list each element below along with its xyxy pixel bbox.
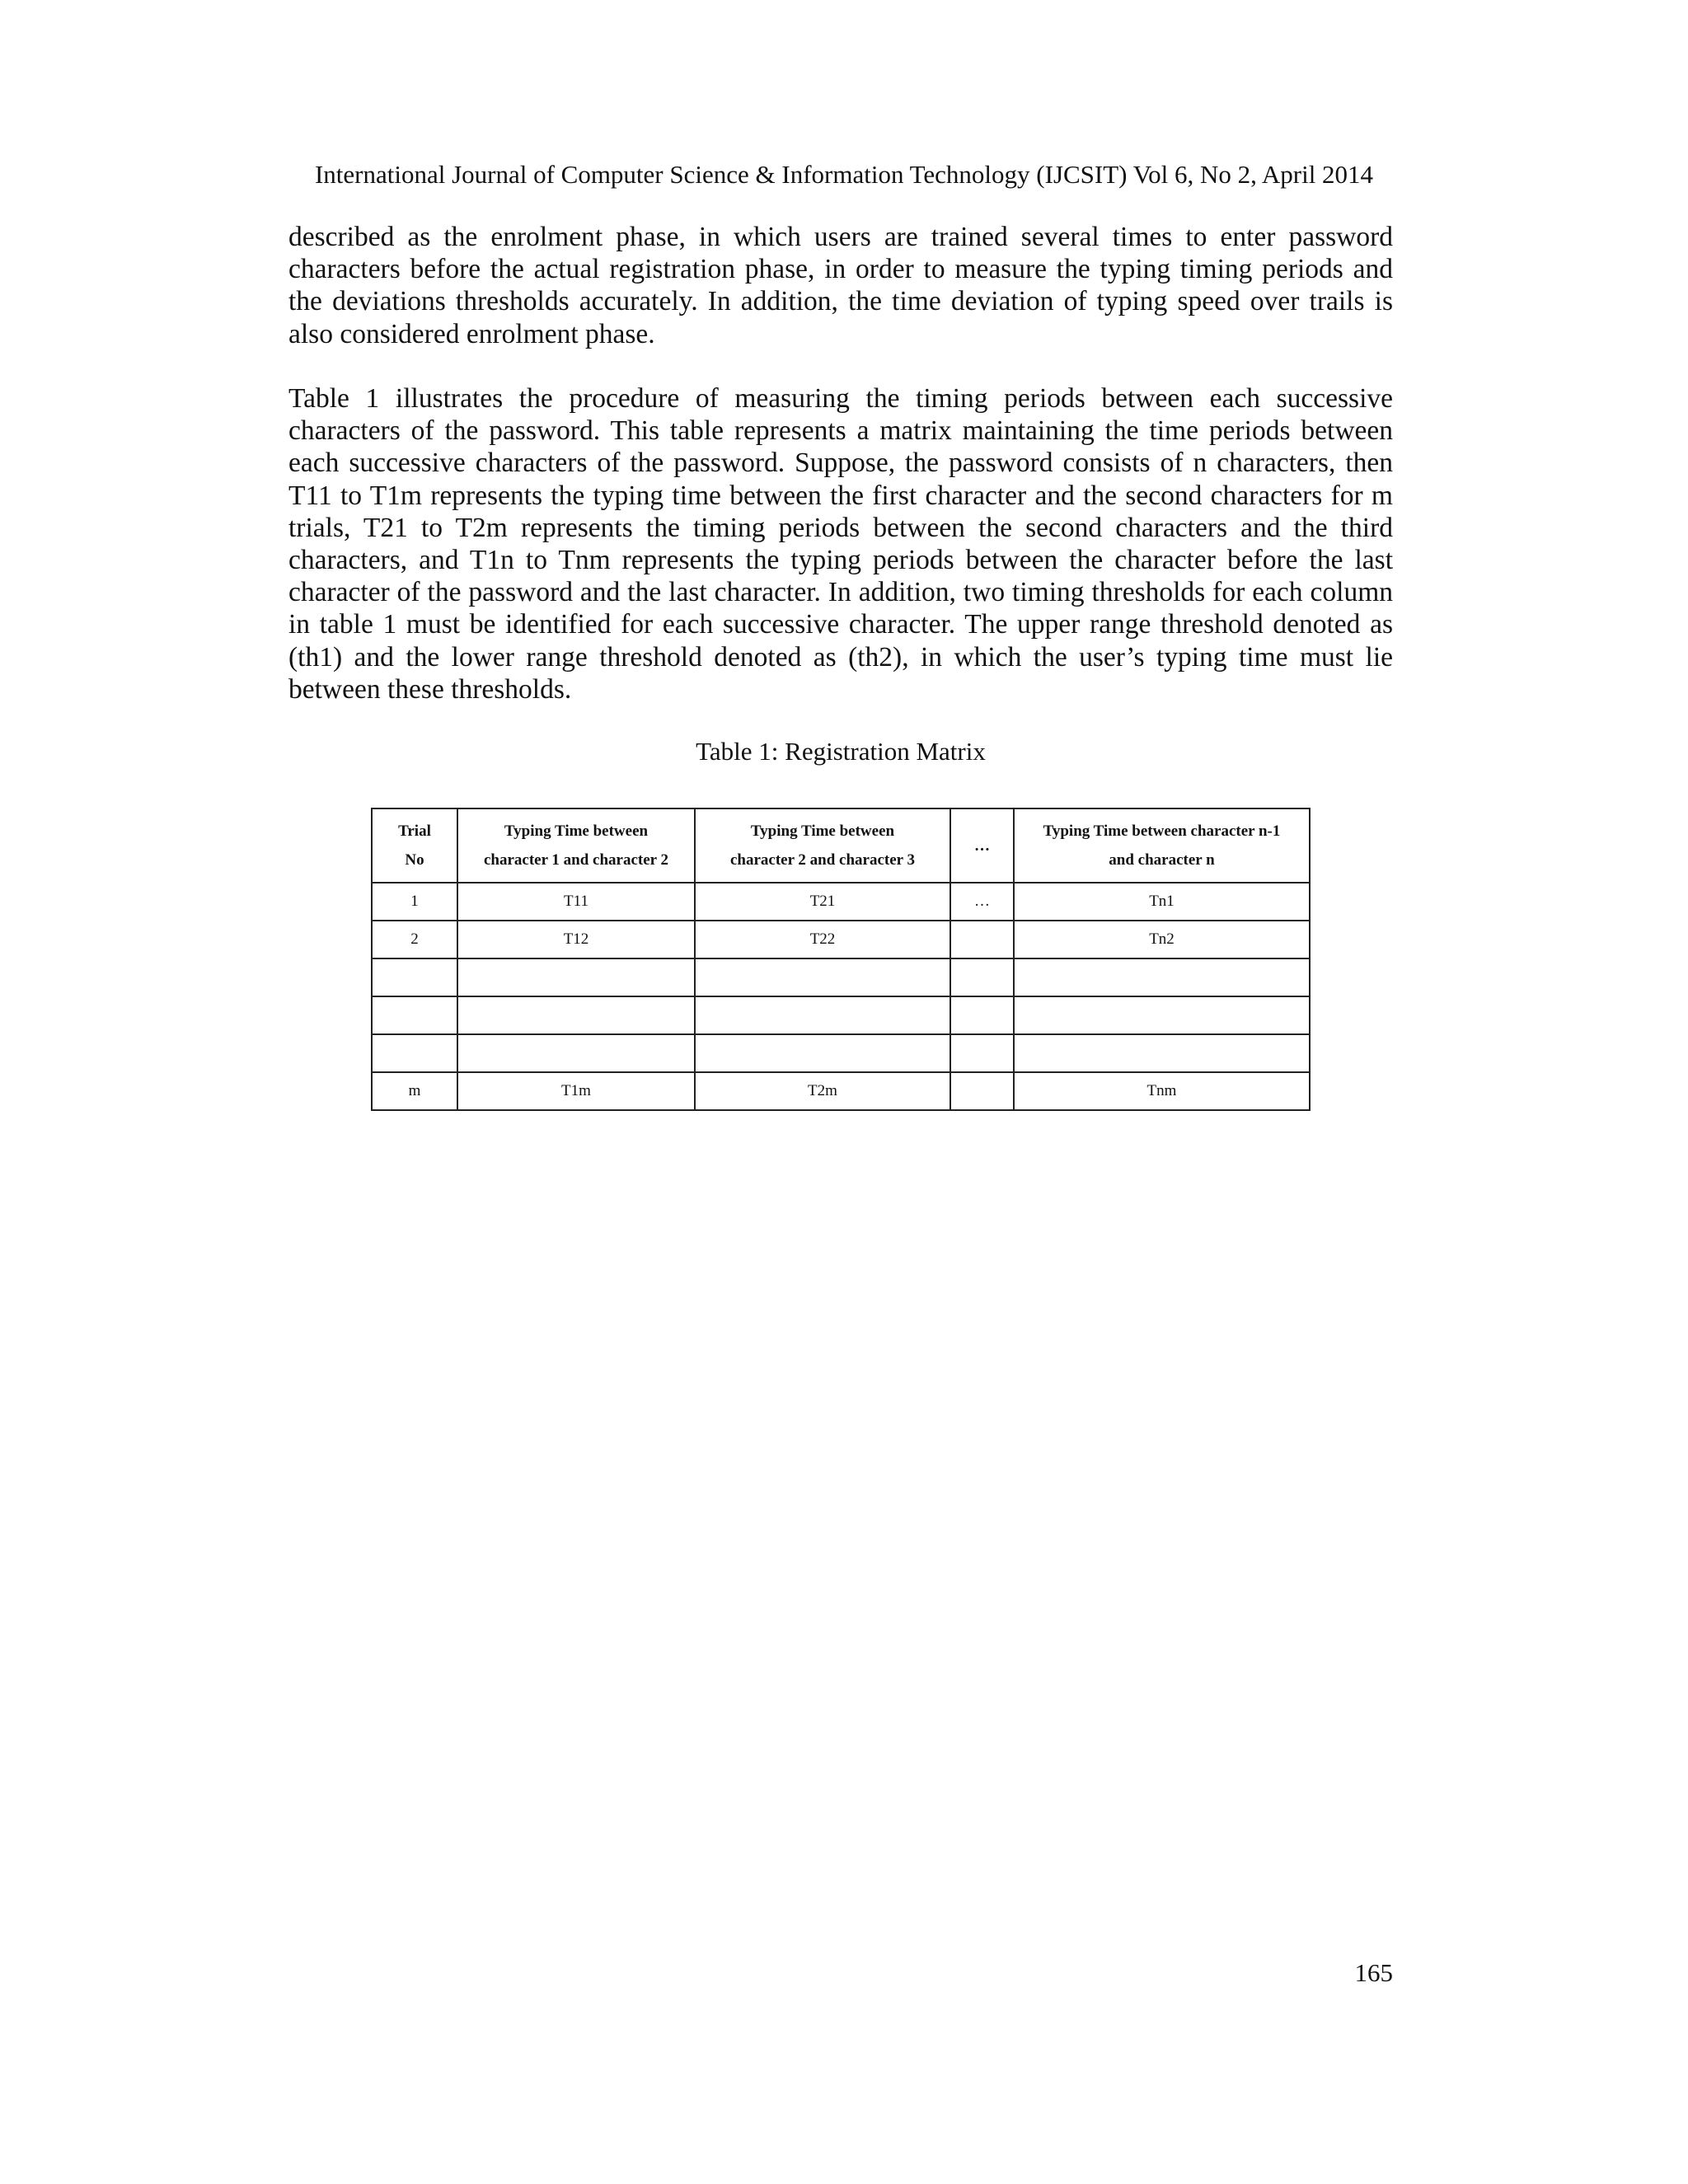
table-row <box>372 958 1310 996</box>
table-cell: m <box>372 1072 457 1110</box>
body-paragraph-2: Table 1 illustrates the procedure of measuring the timing periods between each successive characters of the password. This table represents a matrix maintaining the time periods between each successive characters of the password. Suppose, the password consists of n characters, then T11 to T1m represents the typing time between the first character and the second characters for m trials, T21 to T2m represents the timing periods between the second characters and the third characters, and T1n to Tnm represents the typing periods between the character before the last character of the password and the last character. In addition, two timing thresholds for each column in table 1 must be identified for each successive character. The upper range threshold denoted as (th1) and the lower range threshold denoted as (th2), in which the user’s typing time must lie between these thresholds. <box>288 383 1393 705</box>
table-caption: Table 1: Registration Matrix <box>696 737 986 766</box>
table-cell <box>1014 1034 1310 1072</box>
header-time-char2-char3 <box>695 808 950 883</box>
page-number: 165 <box>1354 1958 1393 1987</box>
table-cell: Tn2 <box>1014 921 1310 958</box>
table-cell <box>695 1034 950 1072</box>
table-cell <box>1014 996 1310 1034</box>
table-cell: 1 <box>372 883 457 921</box>
table-cell: T1m <box>457 1072 695 1110</box>
table-cell <box>457 996 695 1034</box>
header-trial-no <box>372 808 457 883</box>
table-cell <box>695 996 950 1034</box>
table-cell <box>950 1072 1014 1110</box>
header-ellipsis <box>950 808 1014 883</box>
table-cell <box>950 921 1014 958</box>
registration-matrix-table <box>371 808 1311 1111</box>
table-cell <box>950 1034 1014 1072</box>
table-cell: … <box>950 883 1014 921</box>
table-cell: 2 <box>372 921 457 958</box>
table-cell: T22 <box>695 921 950 958</box>
table-row <box>372 883 1310 921</box>
table-cell <box>1014 958 1310 996</box>
table-cell: T21 <box>695 883 950 921</box>
header-line: Typing Time between character n-1 <box>1043 823 1281 840</box>
table-cell: T11 <box>457 883 695 921</box>
running-header: International Journal of Computer Science & Information Technology (IJCSIT) Vol 6, No 2, April 2014 <box>314 160 1374 189</box>
table-cell <box>457 1034 695 1072</box>
header-line: character 2 and character 3 <box>729 851 916 869</box>
body-paragraph-1: described as the enrolment phase, in which users are trained several times to enter password characters before the actual registration phase, in order to measure the typing timing periods and the deviations thresholds accurately. In addition, the time deviation of typing speed over trails is also considered enrolment phase. <box>288 222 1393 349</box>
header-line: and character n <box>1109 851 1215 869</box>
table-cell <box>695 958 950 996</box>
table-cell: T12 <box>457 921 695 958</box>
header-line: character 1 and character 2 <box>483 851 669 869</box>
table-row <box>372 996 1310 1034</box>
table-cell <box>372 1034 457 1072</box>
header-line: No <box>405 851 424 869</box>
table-cell <box>372 958 457 996</box>
table-cell: Tn1 <box>1014 883 1310 921</box>
table-cell <box>950 958 1014 996</box>
header-time-charn1-charn <box>1014 808 1310 883</box>
table-row <box>372 921 1310 958</box>
table-row <box>372 1034 1310 1072</box>
header-line: … <box>974 837 990 855</box>
table-cell <box>457 958 695 996</box>
header-line: Trial <box>398 823 431 840</box>
table-cell <box>372 996 457 1034</box>
table-row <box>372 1072 1310 1110</box>
header-line: Typing Time between <box>750 823 895 840</box>
table-cell: Tnm <box>1014 1072 1310 1110</box>
header-time-char1-char2 <box>457 808 695 883</box>
table-cell: T2m <box>695 1072 950 1110</box>
table-cell <box>950 996 1014 1034</box>
header-line: Typing Time between <box>504 823 649 840</box>
table-header-row <box>372 808 1310 883</box>
